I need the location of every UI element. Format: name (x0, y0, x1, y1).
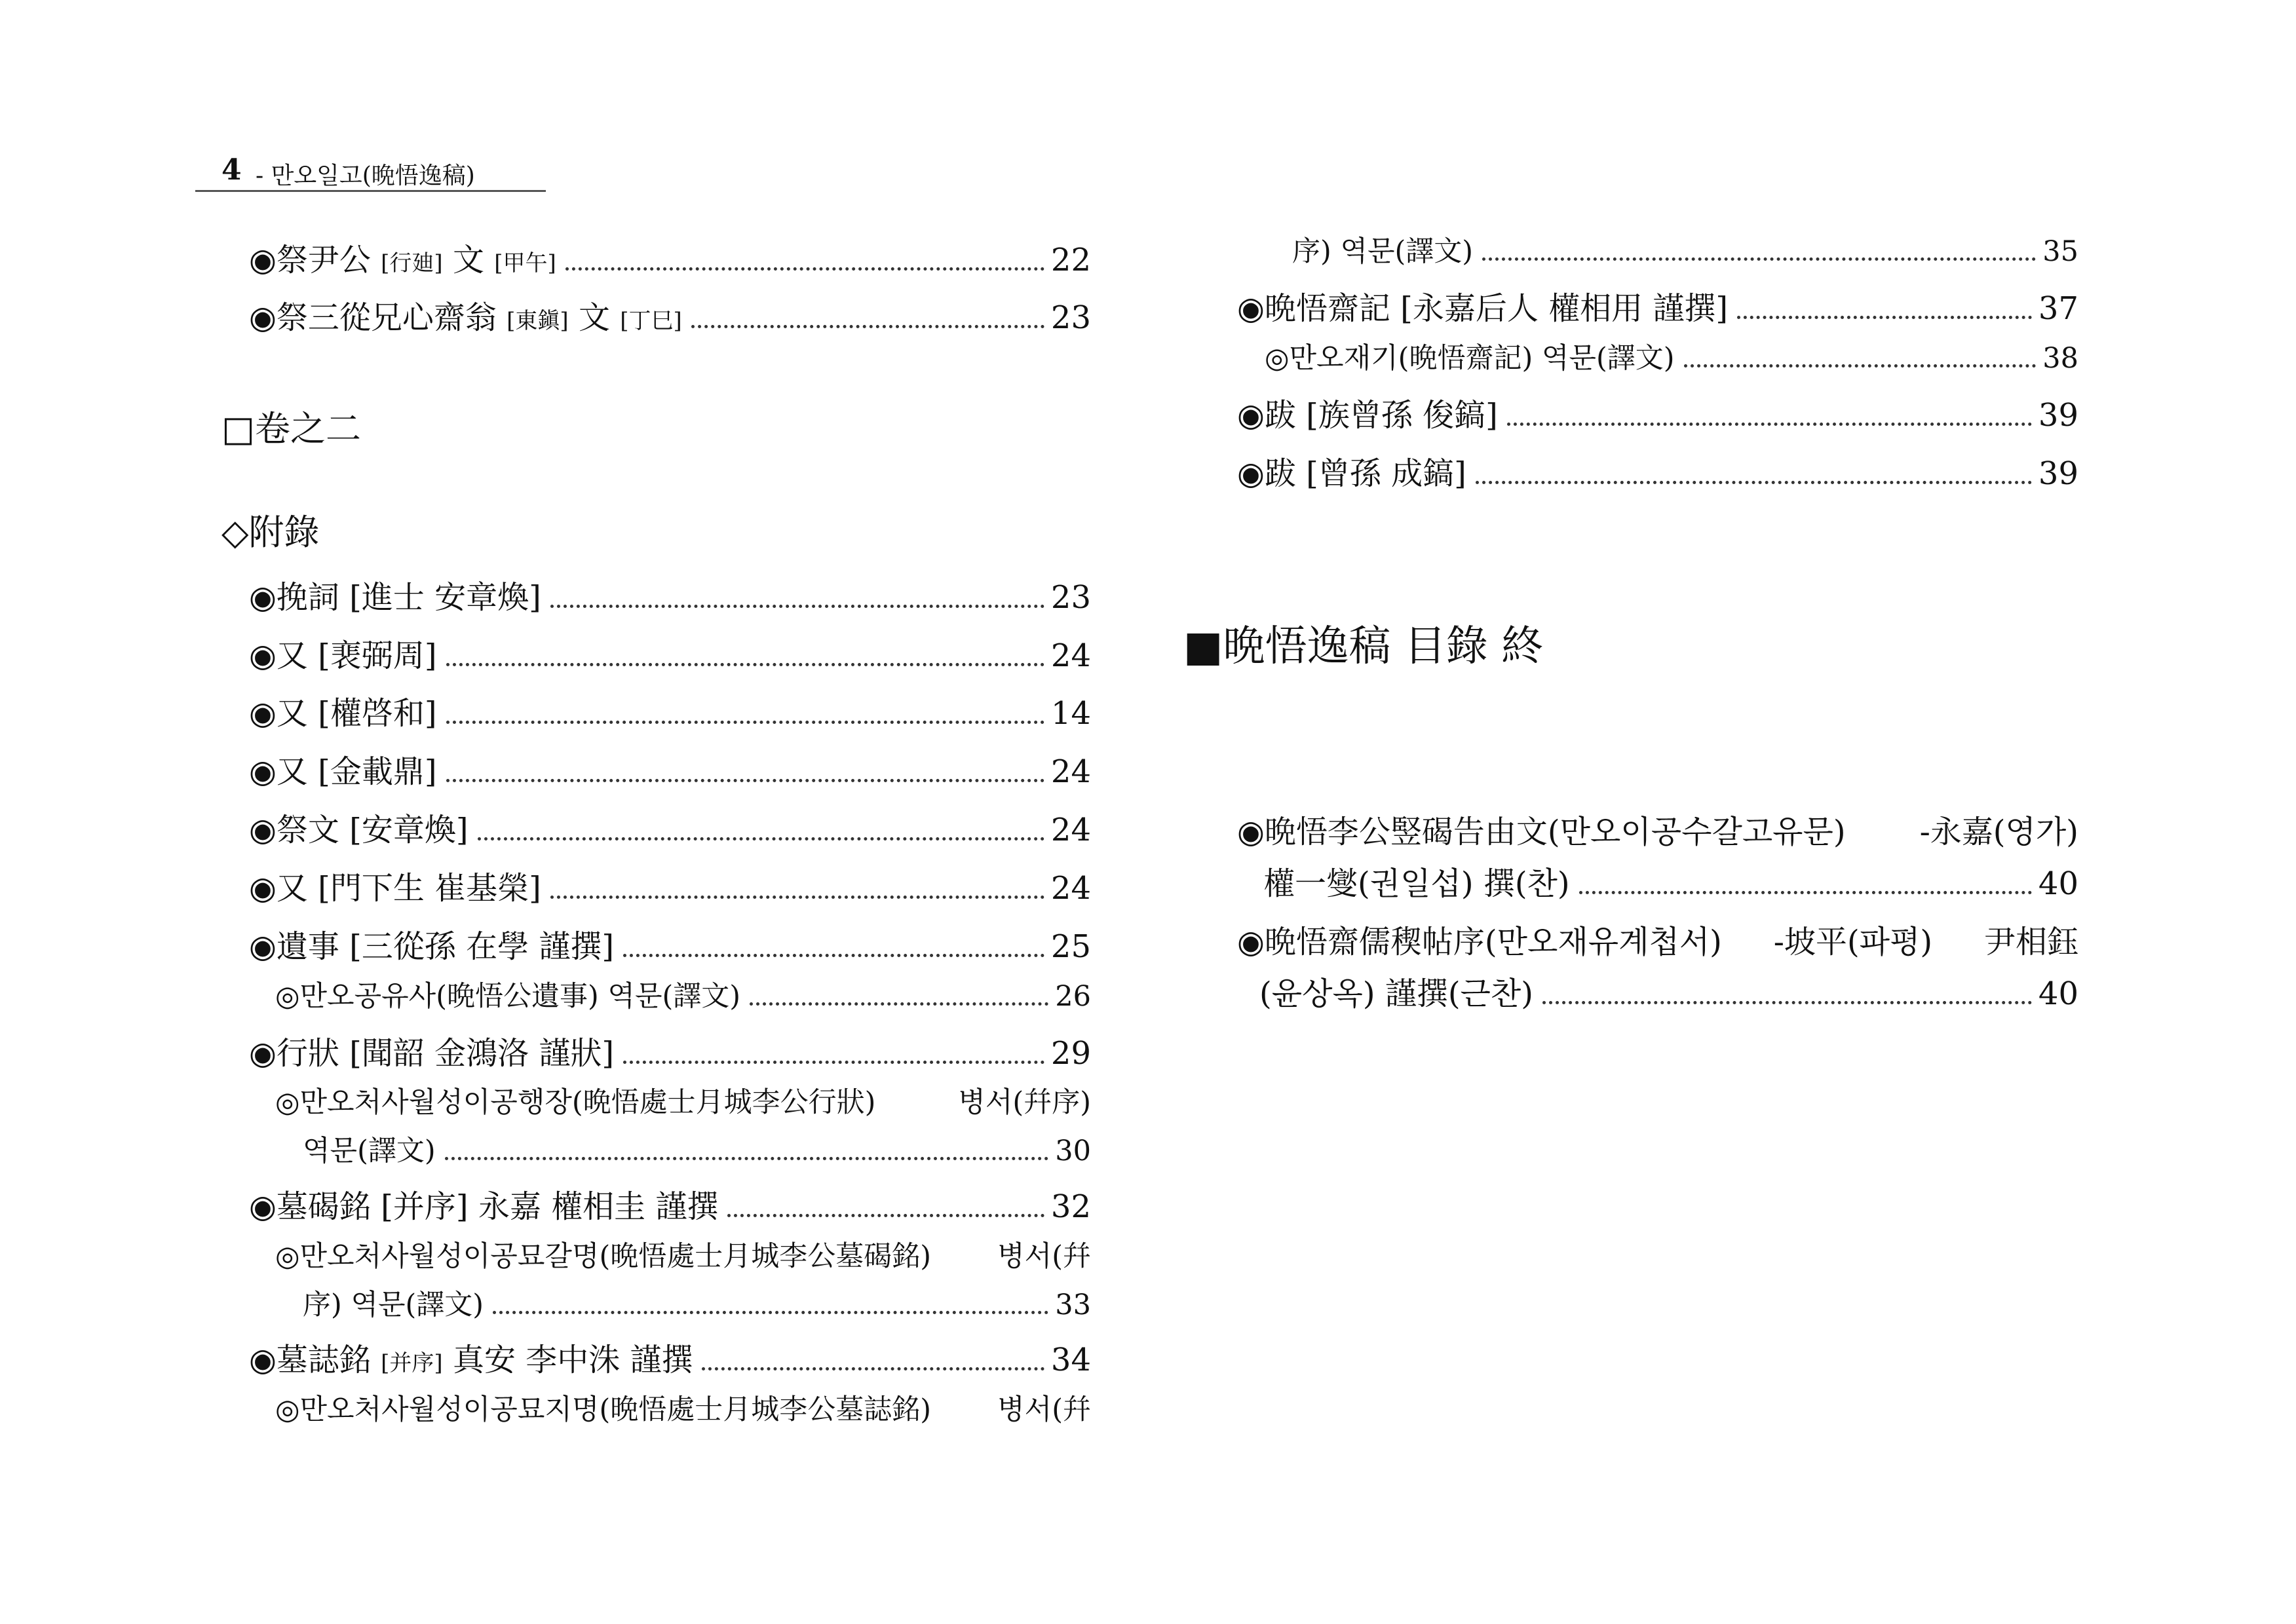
toc-page-number: 38 (2042, 342, 2078, 375)
toc-entry (249, 1028, 1091, 1073)
toc-label: ◉晩悟李公竪碣告由文(만오이공수갈고유문) (1237, 814, 1846, 850)
toc-label: ◉跋 [族曾孫 俊鎬] (1237, 397, 1498, 434)
section-heading: ◇附錄 (221, 512, 320, 553)
toc-subentry-line1 (275, 1388, 1091, 1427)
toc-entry (249, 746, 1091, 791)
toc-page-number: 32 (1050, 1188, 1091, 1225)
toc-label: ◎만오처사월성이공묘지명(晩悟處士月城李公墓誌銘) (275, 1393, 931, 1426)
toc-label: ◎만오처사월성이공행장(晩悟處士月城李公行狀) (275, 1086, 876, 1119)
toc-label: ◉遺事 [三從孫 在學 謹撰] (249, 928, 615, 965)
dot-leader (691, 325, 1044, 328)
dot-leader (446, 779, 1044, 782)
toc-label: 序) 역문(譯文) (1292, 235, 1474, 268)
dot-leader (623, 954, 1044, 957)
toc-subentry (1265, 336, 2078, 376)
toc-page-number: 39 (2038, 455, 2078, 492)
toc-page-number: 24 (1050, 870, 1091, 907)
dot-leader (446, 663, 1044, 666)
dot-leader (446, 721, 1044, 724)
section-heading: □卷之二 (221, 408, 362, 449)
toc-label: ◎만오재기(晩悟齋記) 역문(譯文) (1265, 342, 1675, 375)
dot-leader (1684, 364, 2037, 368)
toc-entry (249, 292, 1091, 337)
toc-label: 權一燮(권일섭) 撰(찬) (1263, 865, 1570, 902)
toc-entry (249, 235, 1091, 280)
dot-leader (445, 1157, 1049, 1160)
toc-subentry-line2 (303, 1283, 1091, 1323)
toc-page-number: 23 (1050, 579, 1091, 616)
toc-page-number: 29 (1050, 1035, 1091, 1072)
dot-leader (750, 1002, 1048, 1006)
dot-leader (702, 1367, 1044, 1370)
toc-label: ◉祭文 [安章煥] (249, 812, 469, 848)
toc-label: ◉晩悟齋記 [永嘉后人 權相用 謹撰] (1237, 290, 1729, 327)
toc-label: ◉跋 [曾孫 成鎬] (1237, 455, 1466, 492)
running-title: - 만오일고(晩悟逸稿) (256, 162, 475, 189)
page-header (195, 149, 546, 192)
toc-subentry (275, 974, 1091, 1014)
toc-label-note: -坡平(파평) (1773, 924, 1933, 960)
toc-entry (1237, 283, 2078, 328)
toc-label: ◉祭三從兄心齋翁 [東鎭] 文 [丁巳] (249, 299, 682, 336)
toc-page-number: 14 (1050, 695, 1091, 732)
toc-page-number: 34 (1050, 1342, 1091, 1378)
toc-entry (249, 921, 1091, 966)
dot-leader (1737, 316, 2032, 319)
toc-label: ◉墓碣銘 [并序] 永嘉 權相圭 謹撰 (249, 1188, 719, 1225)
toc-page-number: 40 (2038, 865, 2078, 902)
toc-entry (1237, 390, 2078, 435)
toc-label: ◎만오공유사(晩悟公遺事) 역문(譯文) (275, 980, 741, 1013)
toc-entry (249, 1334, 1091, 1380)
toc-page-number: 35 (2042, 235, 2078, 268)
dot-leader (1482, 257, 2036, 261)
toc-entry-line1 (1237, 806, 2078, 852)
toc-label-note: 병서(幷序) (958, 1086, 1091, 1119)
toc-entry-line2 (1259, 968, 2078, 1013)
dot-leader (1579, 891, 2032, 894)
toc-label: ◎만오처사월성이공묘갈명(晩悟處士月城李公墓碣銘) (275, 1240, 931, 1273)
toc-label: ◉晩悟齋儒稧帖序(만오재유계첩서) (1237, 924, 1722, 960)
dot-leader (1507, 423, 2032, 426)
dot-leader (550, 896, 1044, 899)
toc-entry (1237, 448, 2078, 493)
dot-leader (565, 267, 1044, 271)
dot-leader (1476, 481, 2032, 484)
dot-leader (1542, 1001, 2032, 1004)
toc-label-note: -永嘉(영가) (1919, 814, 2078, 850)
toc-entry-line2 (1263, 858, 2078, 903)
toc-label-note: 尹相鈺 (1983, 924, 2078, 960)
toc-label-note: 병서(幷 (997, 1240, 1091, 1273)
dot-leader (727, 1214, 1044, 1217)
toc-label: ◉行狀 [聞韶 金鴻洛 謹狀] (249, 1035, 615, 1072)
toc-page-number: 23 (1050, 299, 1091, 336)
toc-entry (249, 572, 1091, 617)
toc-label: ◉又 [裵弼周] (249, 637, 437, 674)
toc-label: ◉祭尹公 [行廸] 文 [甲午] (249, 242, 556, 278)
toc-page-number: 33 (1055, 1289, 1091, 1321)
toc-label: 序) 역문(譯文) (303, 1289, 484, 1321)
dot-leader (493, 1311, 1048, 1314)
toc-page-number: 39 (2038, 397, 2078, 434)
toc-page-number: 22 (1050, 242, 1091, 278)
toc-page-number: 30 (1055, 1135, 1091, 1167)
toc-entry (249, 688, 1091, 733)
toc-label-note: 병서(幷 (997, 1393, 1091, 1426)
toc-label: (윤상옥) 謹撰(근찬) (1259, 975, 1534, 1012)
toc-page-number: 37 (2038, 290, 2078, 327)
toc-entry-line1 (1237, 916, 2078, 962)
toc-subentry-line2 (303, 1129, 1091, 1169)
page-number: 4 (221, 153, 242, 187)
dot-leader (478, 837, 1044, 840)
toc-entry (249, 863, 1091, 908)
toc-label: ◉又 [權啓和] (249, 695, 437, 732)
toc-page-number: 24 (1050, 812, 1091, 848)
toc-label: ◉墓誌銘 [并序] 真安 李中洙 謹撰 (249, 1342, 693, 1378)
toc-subentry-line1 (275, 1234, 1091, 1274)
toc-entry (249, 1181, 1091, 1226)
toc-page-number: 24 (1050, 637, 1091, 674)
toc-label: 역문(譯文) (303, 1135, 436, 1167)
toc-page-number: 26 (1055, 980, 1091, 1013)
toc-label: ◉又 [門下生 崔基榮] (249, 870, 541, 907)
toc-end-heading: ■晩悟逸稿 目錄 終 (1183, 622, 1544, 671)
toc-subentry-line2 (1292, 229, 2078, 269)
toc-page-number: 24 (1050, 753, 1091, 790)
toc-entry (249, 630, 1091, 675)
toc-subentry-line1 (275, 1080, 1091, 1120)
toc-label: ◉挽詞 [進士 安章煥] (249, 579, 541, 616)
toc-page-number: 40 (2038, 975, 2078, 1012)
dot-leader (550, 605, 1044, 608)
toc-page-number: 25 (1050, 928, 1091, 965)
toc-entry (249, 804, 1091, 850)
toc-label: ◉又 [金載鼎] (249, 753, 437, 790)
dot-leader (623, 1061, 1044, 1064)
